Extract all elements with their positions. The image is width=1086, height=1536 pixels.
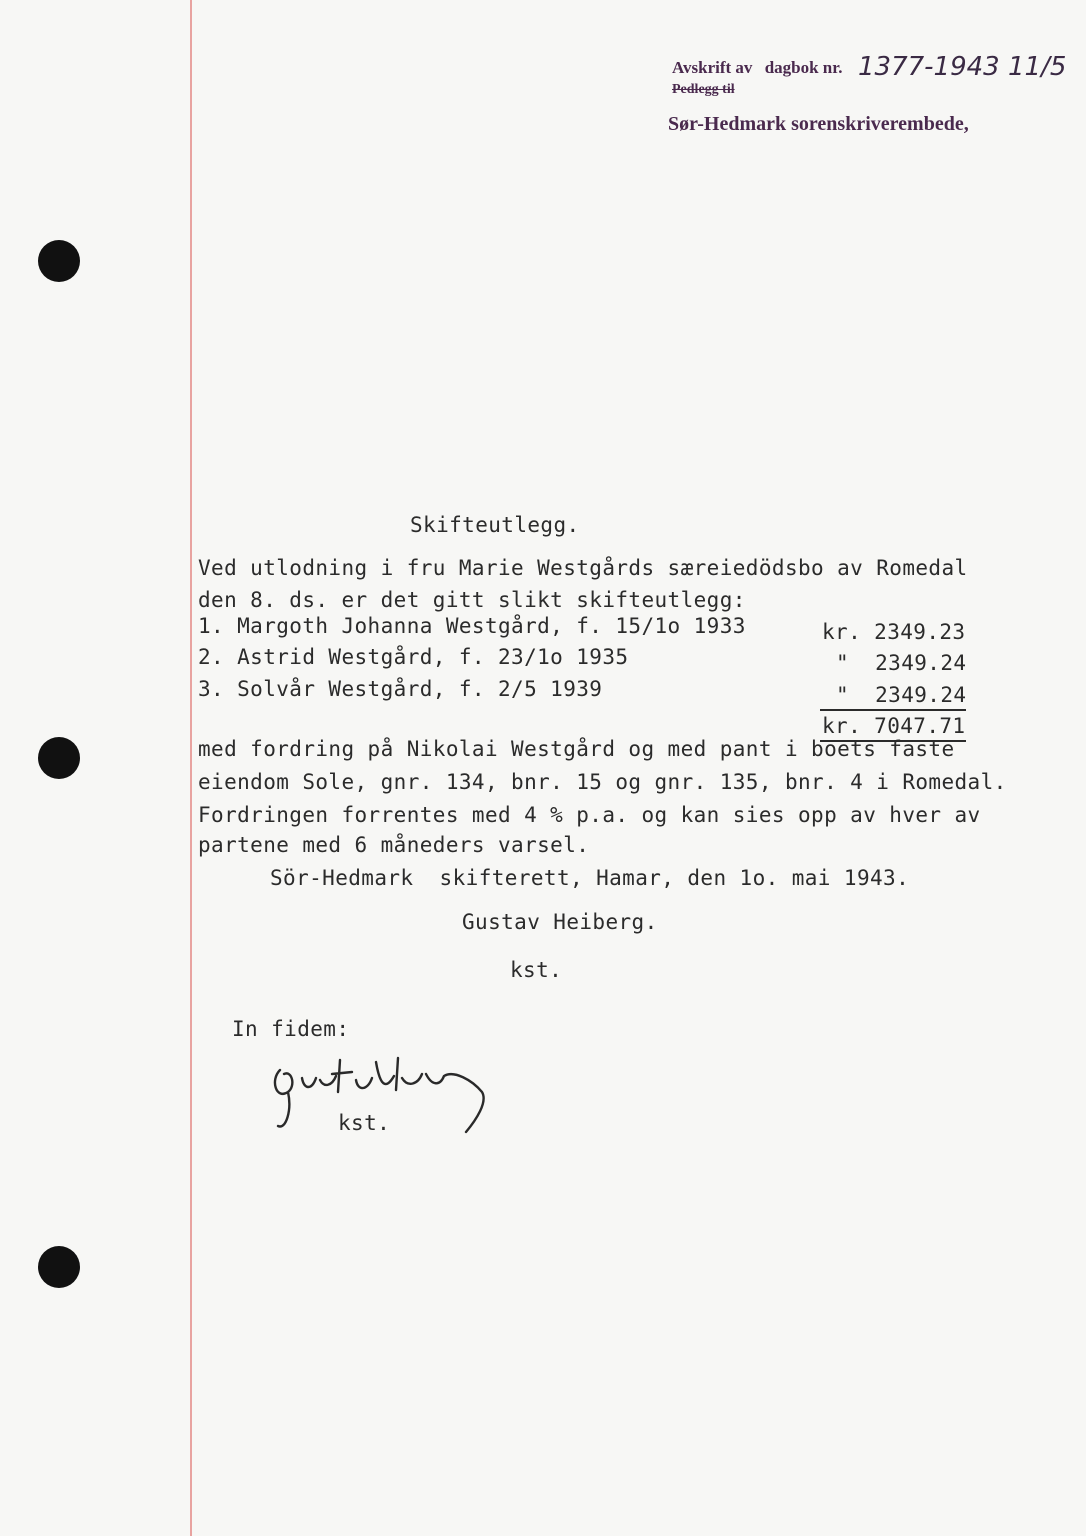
intro-line-2: den 8. ds. er det gitt slikt skifteutlegg:: [198, 588, 746, 612]
heir-line-2: 2. Astrid Westgård, f. 23/1o 1935: [198, 645, 629, 669]
stamp-journal-no: dagbok nr.: [764, 58, 843, 77]
attest-title: kst.: [338, 1111, 391, 1135]
stamp-office: Sør-Hedmark sorenskriverembede,: [668, 113, 969, 135]
signer-title: kst.: [510, 958, 563, 982]
stamp-copy-of: Avskrift av: [672, 58, 753, 77]
stamp-line-1: [672, 58, 843, 78]
punch-hole-middle: [38, 737, 80, 779]
punch-hole-bottom: [38, 1246, 80, 1288]
heir-line-3: 3. Solvår Westgård, f. 2/5 1939: [198, 677, 603, 701]
sum-rule: [820, 709, 966, 711]
heir-amount-3: " 2349.24: [836, 683, 967, 707]
heir-line-1: 1. Margoth Johanna Westgård, f. 15/1o 1933: [198, 614, 746, 638]
attest-label: In fidem:: [232, 1017, 350, 1041]
punch-hole-top: [38, 240, 80, 282]
body-line-3: Fordringen forrentes med 4 % p.a. og kan sies opp av hver av: [198, 803, 981, 827]
total-amount: kr. 7047.71: [822, 714, 966, 738]
body-line-2: eiendom Sole, gnr. 134, bnr. 15 og gnr. 135, bnr. 4 i Romedal.: [198, 770, 1007, 794]
place-date: Sör-Hedmark skifterett, Hamar, den 1o. mai 1943.: [270, 866, 910, 890]
body-line-1: med fordring på Nikolai Westgård og med pant i boets faste: [198, 737, 955, 761]
margin-line: [190, 0, 192, 1536]
body-line-4: partene med 6 måneders varsel.: [198, 833, 590, 857]
signer-name: Gustav Heiberg.: [462, 910, 658, 934]
handwritten-journal-number: 1377-1943 11/5: [858, 52, 1067, 82]
intro-line-1: Ved utlodning i fru Marie Westgårds særeiedödsbo av Romedal: [198, 556, 968, 580]
heir-amount-1: kr. 2349.23: [822, 620, 966, 644]
stamp-line-2: Pedlegg til: [672, 82, 735, 97]
document-title: Skifteutlegg.: [410, 513, 580, 537]
heir-amount-2: " 2349.24: [836, 651, 967, 675]
